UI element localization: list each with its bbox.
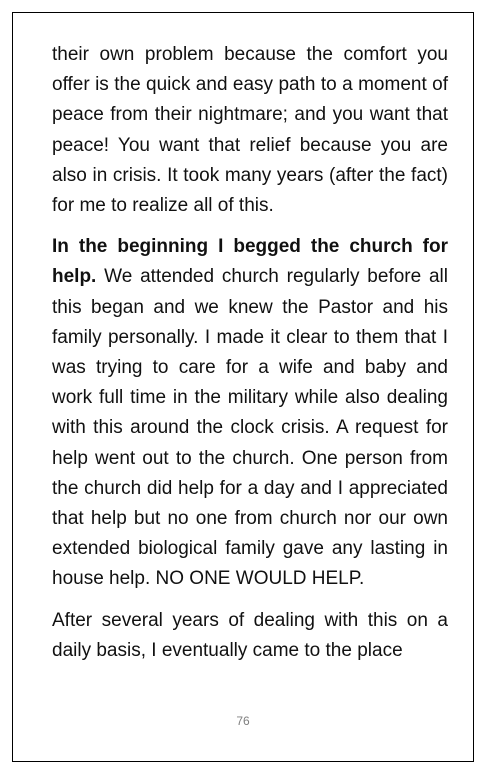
paragraph-3 [52,606,448,666]
paragraph-1 [52,40,448,221]
body-text [52,40,448,666]
page-number: 76 [236,714,250,728]
paragraph-1-text: their own problem because the comfort you offer is the quick and easy path to a moment of peace from their nightmare; and you want that peace! You want that relief because you are also in crisis. It took many years (after the fact) for me to realize all of this. [52,44,448,217]
paragraph-2-text: We attended church regularly before all this began and we knew the Pastor and his family personally. I made it clear to them that I was trying to care for a wife and baby and work full time in the military while also dealing with this around the clock crisis. A request for help went out to the church. One person from the church did help for a day and I appreciated that help but no one from church nor our own extended biological family gave any lasting in house help. NO ONE WOULD HELP. [52,266,448,590]
paragraph-2-lead: In the beginning I begged the church for help. [52,236,448,288]
paragraph-3-text: After several years of dealing with this on a daily basis, I eventually came to the place [52,609,448,661]
paragraph-2 [52,232,448,594]
page-frame [12,12,474,762]
